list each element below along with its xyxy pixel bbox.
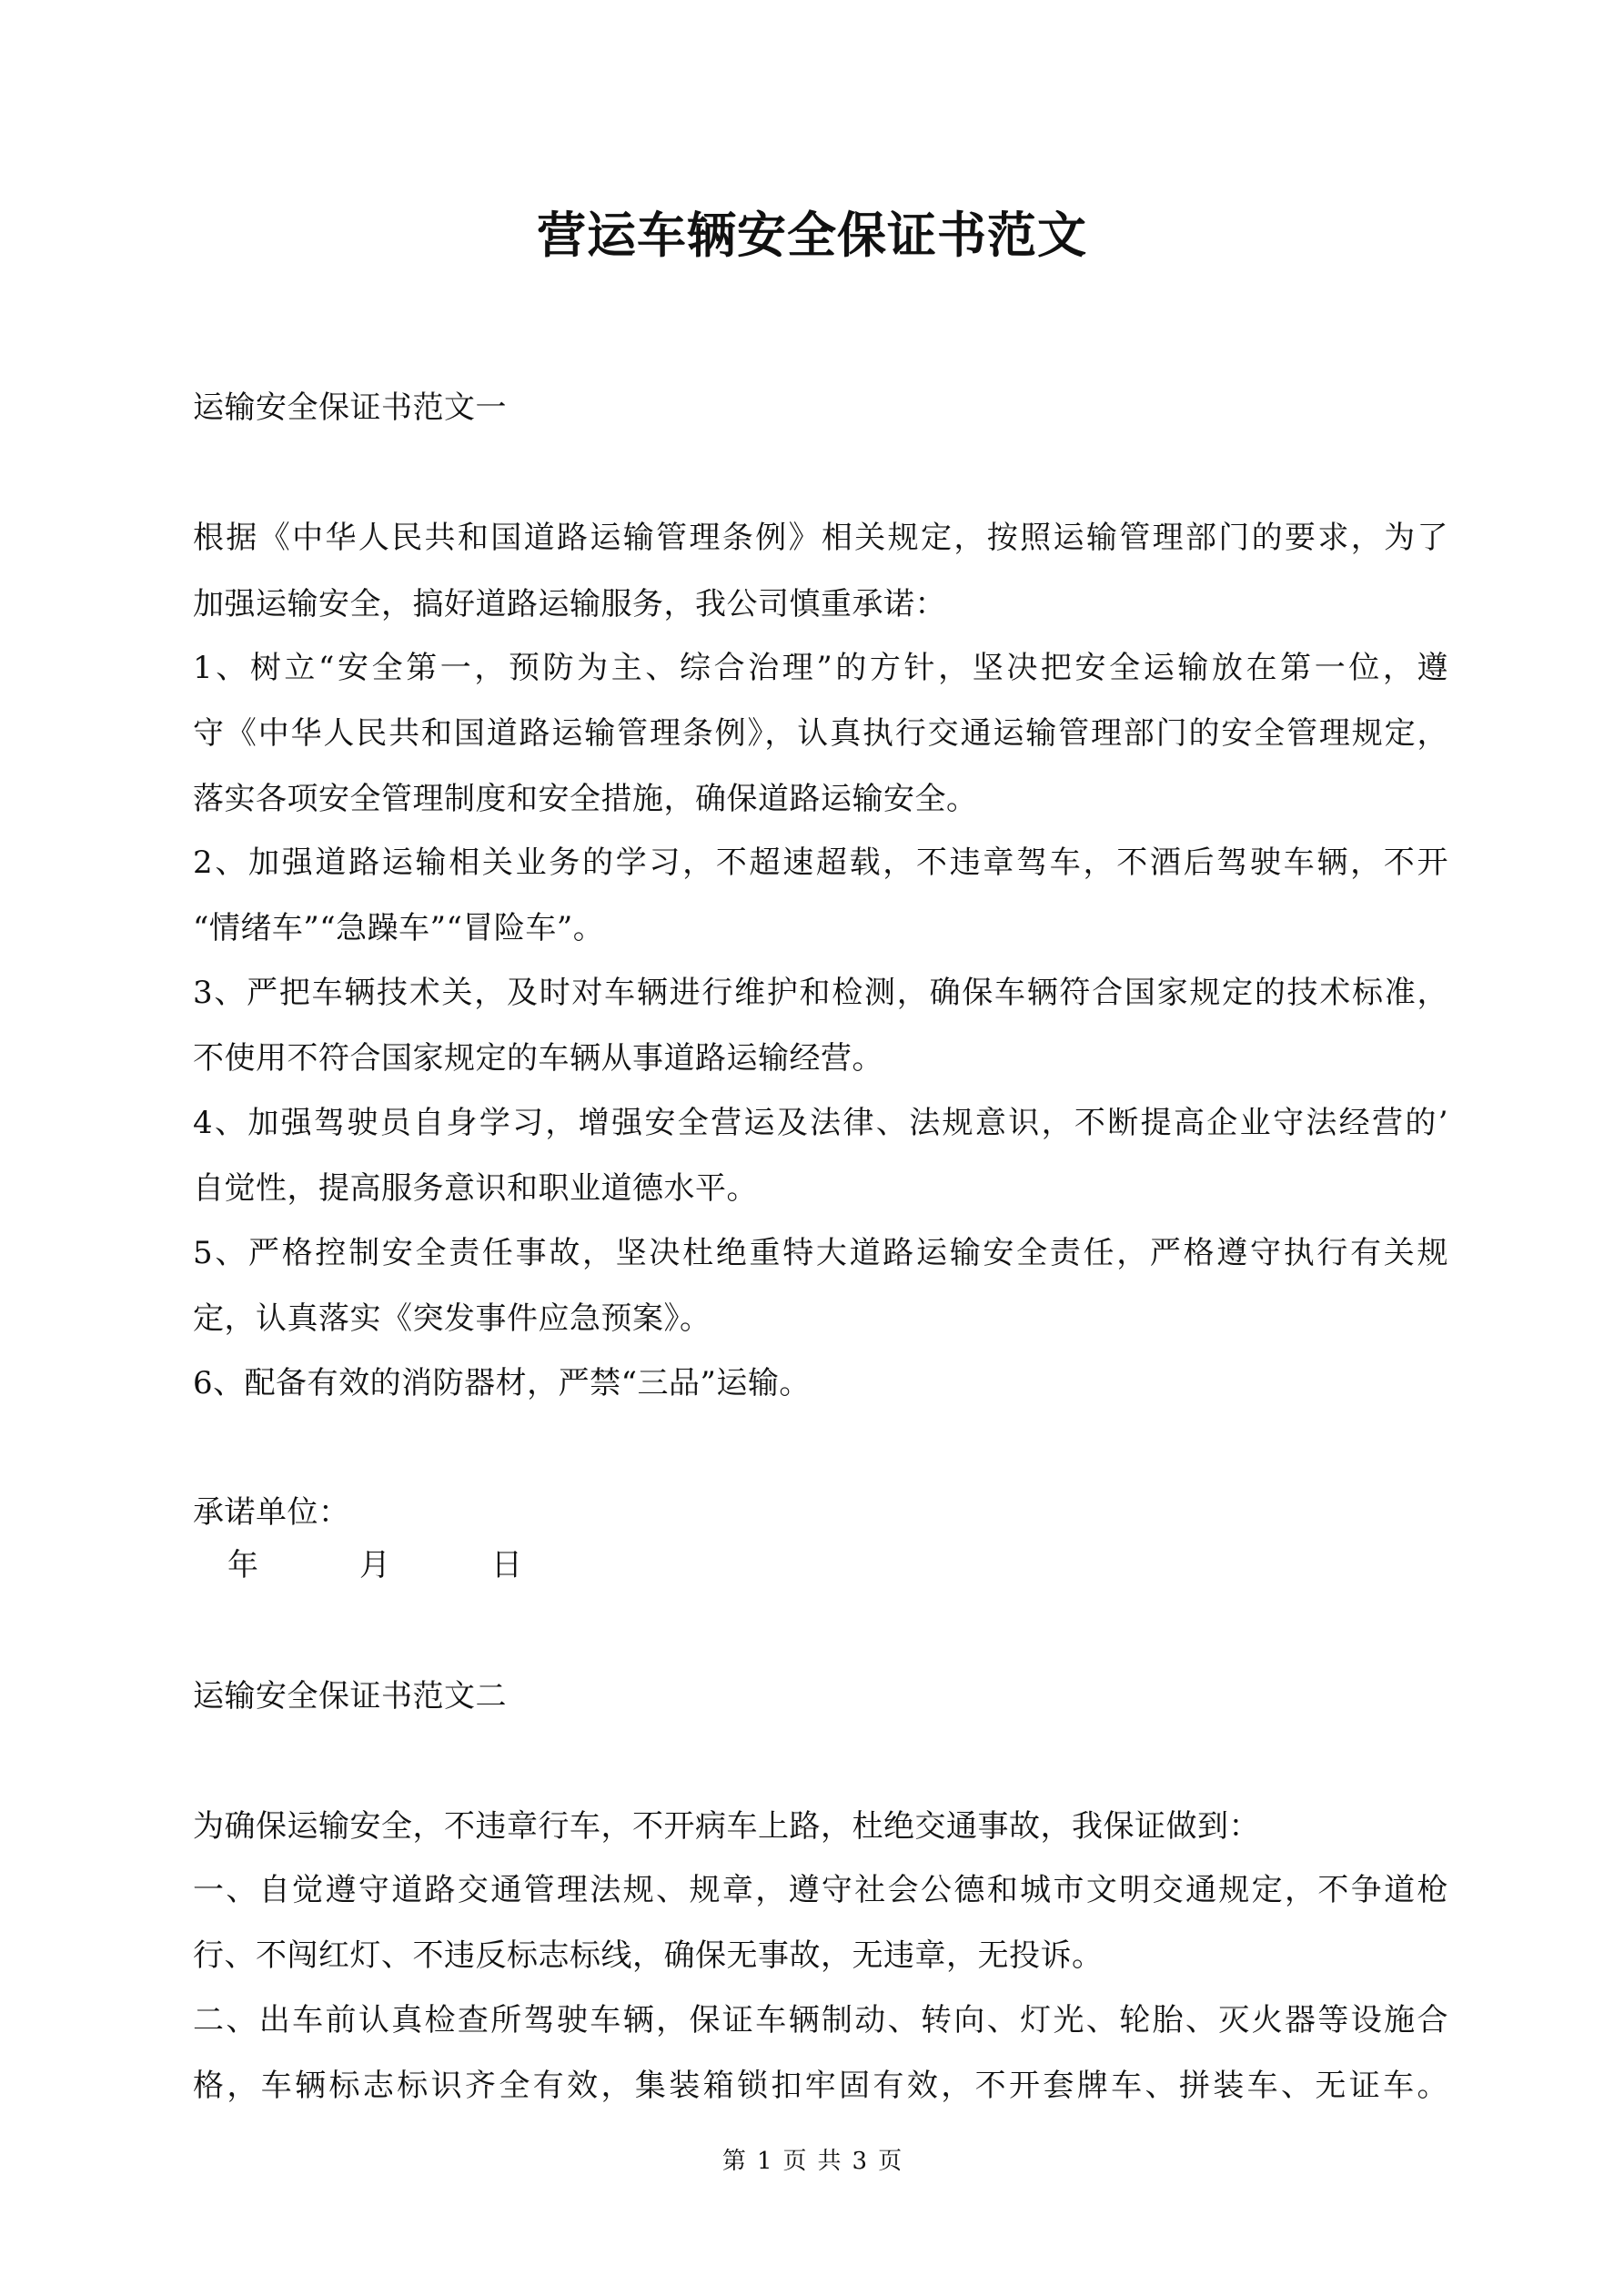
date-month-label: 月 [359,1547,390,1583]
date-day-label: 日 [491,1547,522,1583]
date-year-label: 年 [227,1547,258,1583]
section1-item6-line-1: 6、配备有效的消防器材，严禁“三品”运输。 [193,1365,811,1401]
section1-item2-line-1: 2、加强道路运输相关业务的学习，不超速超载，不违章驾车，不酒后驾驶车辆，不开 [193,845,1448,881]
signature-label: 承诺单位： [193,1494,350,1531]
footer-suffix: 页 [878,2148,903,2175]
section1-item2-line-2: “情绪车”“急躁车”“冒险车”。 [193,910,605,946]
section2-item2-line-2: 格，车辆标志标识齐全有效，集装箱锁扣牢固有效，不开套牌车、拼装车、无证车。 [193,2068,1448,2104]
section2-item2-line-1: 二、出车前认真检查所驾驶车辆，保证车辆制动、转向、灯光、轮胎、灭火器等设施合 [193,2002,1448,2038]
section2-item1-line-1: 一、自觉遵守道路交通管理法规、规章，遵守社会公德和城市文明交通规定，不争道枪 [193,1872,1448,1908]
section1-item5-line-2: 定，认真落实《突发事件应急预案》。 [193,1300,711,1337]
footer-total-word: 共 [817,2148,842,2175]
section1-item1-line-2: 守《中华人民共和国道路运输管理条例》，认真执行交通运输管理部门的安全管理规定， [193,715,1448,752]
document-title: 营运车辆安全保证书范文 [537,206,1087,264]
section2-heading: 运输安全保证书范文二 [193,1678,507,1714]
section1-heading: 运输安全保证书范文一 [193,389,507,426]
section1-item4-line-2: 自觉性，提高服务意识和职业道德水平。 [193,1170,758,1207]
section1-item1-line-3: 落实各项安全管理制度和安全措施，确保道路运输安全。 [193,781,978,817]
section1-item5-line-1: 5、严格控制安全责任事故，坚决杜绝重特大道路运输安全责任，严格遵守执行有关规 [193,1235,1448,1271]
section1-intro-line-2: 加强运输安全，搞好道路运输服务，我公司慎重承诺： [193,586,946,622]
section2-item1-line-2: 行、不闯红灯、不违反标志标线，确保无事故，无违章，无投诉。 [193,1937,1104,1974]
section1-item3-line-1: 3、严把车辆技术关，及时对车辆进行维护和检测，确保车辆符合国家规定的技术标准， [193,975,1448,1011]
page-footer [0,2145,1624,2178]
footer-page-word: 页 [782,2148,807,2175]
section1-intro-line-1: 根据《中华人民共和国道路运输管理条例》相关规定，按照运输管理部门的要求，为了 [193,520,1448,556]
footer-prefix: 第 [721,2148,746,2175]
section1-item4-line-1: 4、加强驾驶员自身学习，增强安全营运及法律、法规意识，不断提高企业守法经营的’ [193,1105,1448,1141]
footer-current-page: 1 [756,2148,772,2175]
footer-total-pages: 3 [852,2148,868,2175]
section1-item1-line-1: 1、树立“安全第一，预防为主、综合治理”的方针，坚决把安全运输放在第一位，遵 [193,650,1448,686]
section2-intro-line-1: 为确保运输安全，不违章行车，不开病车上路，杜绝交通事故，我保证做到： [193,1808,1260,1845]
section1-item3-line-2: 不使用不符合国家规定的车辆从事道路运输经营。 [193,1040,883,1077]
